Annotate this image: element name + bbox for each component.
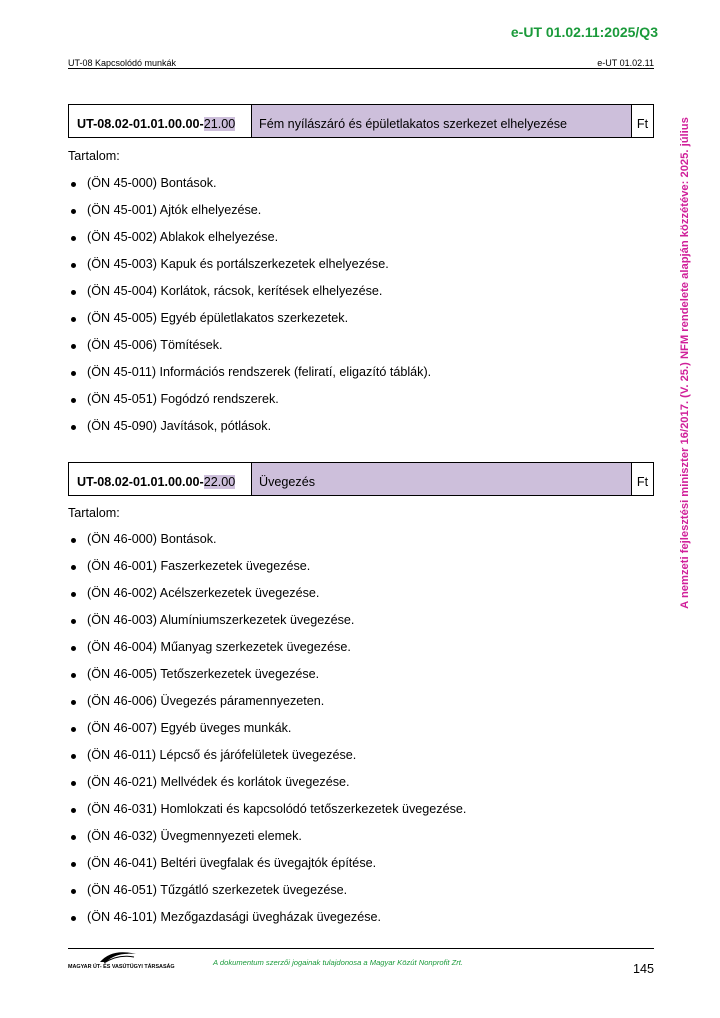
list-item: (ÖN 45-004) Korlátok, rácsok, kerítések elhelyezése. <box>68 284 431 311</box>
list-item: (ÖN 46-011) Lépcső és járófelületek üvegezése. <box>68 748 466 775</box>
list-item: (ÖN 46-003) Alumíniumszerkezetek üvegezése. <box>68 613 466 640</box>
logo-swoosh-icon <box>98 950 138 964</box>
list-item: (ÖN 45-090) Javítások, pótlások. <box>68 419 431 446</box>
item-code <box>69 463 252 495</box>
item-code-suffix: 22.00 <box>203 475 236 489</box>
content-label: Tartalom: <box>68 149 120 163</box>
list-item: (ÖN 46-007) Egyéb üveges munkák. <box>68 721 466 748</box>
list-item: (ÖN 46-004) Műanyag szerkezetek üvegezése. <box>68 640 466 667</box>
list-item: (ÖN 45-000) Bontások. <box>68 176 431 203</box>
list-item: (ÖN 46-002) Acélszerkezetek üvegezése. <box>68 586 466 613</box>
list-item: (ÖN 46-041) Beltéri üvegfalak és üvegajtók építése. <box>68 856 466 883</box>
list-item: (ÖN 45-011) Információs rendszerek (feliratí, eligazító táblák). <box>68 365 431 392</box>
list-item: (ÖN 46-021) Mellvédek és korlátok üvegezése. <box>68 775 466 802</box>
list-item: (ÖN 45-002) Ablakok elhelyezése. <box>68 230 431 257</box>
list-item: (ÖN 45-051) Fogódzó rendszerek. <box>68 392 431 419</box>
item-unit: Ft <box>636 117 649 131</box>
header-divider <box>68 68 654 69</box>
list-item: (ÖN 46-101) Mezőgazdasági üvegházak üvegezése. <box>68 910 466 937</box>
logo-text: MAGYAR ÚT- ÉS VASÚTÜGYI TÁRSASÁG <box>68 964 175 970</box>
content-label: Tartalom: <box>68 506 120 520</box>
list-item: (ÖN 45-005) Egyéb épületlakatos szerkezetek. <box>68 311 431 338</box>
list-item: (ÖN 46-031) Homlokzati és kapcsolódó tetőszerkezetek üvegezése. <box>68 802 466 829</box>
item-code-suffix: 21.00 <box>203 117 236 131</box>
item-header-table <box>68 104 654 138</box>
content-list <box>68 176 431 446</box>
side-note-text: A nemzeti fejlesztési miniszter 16/2017. (V. 25.) NFM rendelete alapján közzétéve: 2025. július <box>679 117 691 609</box>
list-item: (ÖN 46-001) Faszerkezetek üvegezése. <box>68 559 466 586</box>
item-header-table <box>68 462 654 496</box>
list-item: (ÖN 46-051) Tűzgátló szerkezetek üvegezése. <box>68 883 466 910</box>
list-item: (ÖN 46-032) Üvegmennyezeti elemek. <box>68 829 466 856</box>
item-code-prefix: UT-08.02-01.01.00.00- <box>77 475 204 489</box>
item-code <box>69 105 252 137</box>
item-unit: Ft <box>636 475 649 489</box>
item-code-prefix: UT-08.02-01.01.00.00- <box>77 117 204 131</box>
list-item: (ÖN 45-003) Kapuk és portálszerkezetek elhelyezése. <box>68 257 431 284</box>
copyright-notice: A dokumentum szerzői jogainak tulajdonosa a Magyar Közút Nonprofit Zrt. <box>213 958 464 967</box>
footer-divider <box>68 948 654 949</box>
publication-side-note <box>672 96 698 630</box>
running-header-code: e-UT 01.02.11 <box>597 58 654 68</box>
list-item: (ÖN 45-001) Ajtók elhelyezése. <box>68 203 431 230</box>
document-code: e-UT 01.02.11:2025/Q3 <box>510 24 658 40</box>
list-item: (ÖN 45-006) Tömítések. <box>68 338 431 365</box>
list-item: (ÖN 46-006) Üvegezés páramennyezeten. <box>68 694 466 721</box>
page-number: 145 <box>632 962 654 976</box>
list-item: (ÖN 46-005) Tetőszerkezetek üvegezése. <box>68 667 466 694</box>
content-list <box>68 532 466 937</box>
company-logo <box>68 950 175 974</box>
list-item: (ÖN 46-000) Bontások. <box>68 532 466 559</box>
running-header-chapter: UT-08 Kapcsolódó munkák <box>68 58 177 68</box>
item-title: Üvegezés <box>252 463 632 495</box>
item-title: Fém nyílászáró és épületlakatos szerkezet elhelyezése <box>252 105 632 137</box>
